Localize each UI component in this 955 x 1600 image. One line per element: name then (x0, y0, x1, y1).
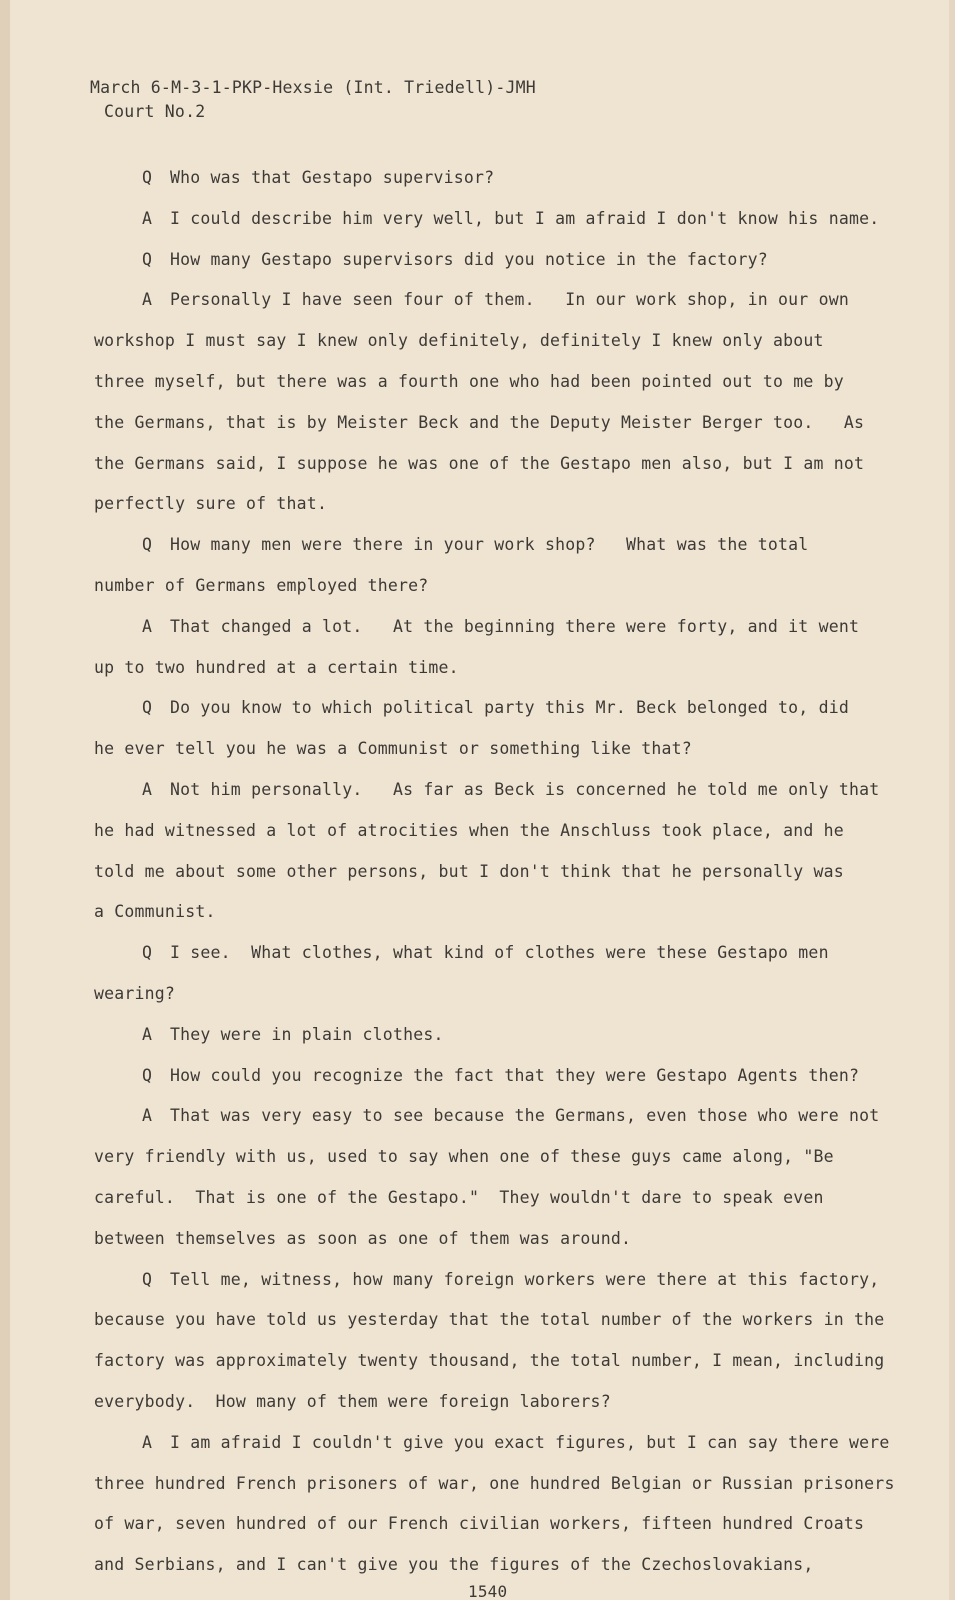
paragraph-line (94, 852, 914, 893)
line-text: Not him personally. As far as Beck is concerned he told me only that (170, 779, 880, 799)
question-marker: Q (142, 943, 153, 963)
line-text: That was very easy to see because the Germans, even those who were not (170, 1106, 880, 1126)
line-text: Who was that Gestapo supervisor? (170, 168, 495, 187)
paragraph-line (94, 1464, 914, 1505)
paragraph-first-line (94, 525, 914, 566)
paragraph-first-line (94, 280, 914, 321)
question-marker: Q (142, 1065, 153, 1085)
line-text: three myself, but there was a fourth one who had been pointed out to me by (94, 371, 844, 391)
line-text: Tell me, witness, how many foreign workers were there at this factory, (170, 1269, 880, 1289)
line-text: How many Gestapo supervisors did you notice in the factory? (170, 249, 768, 269)
line-text: That changed a lot. At the beginning there were forty, and it went (170, 616, 860, 636)
paragraph-line (94, 729, 914, 770)
line-text: factory was approximately twenty thousand, the total number, I mean, including (94, 1351, 885, 1371)
paragraph-first-line (94, 770, 914, 811)
paragraph-line (94, 1137, 914, 1178)
paragraph-line (94, 974, 914, 1015)
paragraph-line (94, 1341, 914, 1382)
paragraph-first-line (94, 1423, 914, 1464)
line-text: he had witnessed a lot of atrocities when the Anschluss took place, and he (94, 820, 844, 840)
line-text: Do you know to which political party this Mr. Beck belonged to, did (170, 698, 849, 718)
document-header (90, 76, 536, 124)
line-text: because you have told us yesterday that the total number of the workers in the (94, 1310, 885, 1330)
paragraph-line (94, 1178, 914, 1219)
line-text: Personally I have seen four of them. In our work shop, in our own (170, 290, 849, 310)
question-marker: Q (142, 698, 153, 718)
paragraph-line (94, 1300, 914, 1341)
paragraph-first-line (94, 240, 914, 281)
question-marker: Q (142, 535, 153, 555)
line-text: between themselves as soon as one of them was around. (94, 1228, 632, 1248)
paragraph-line (94, 1219, 914, 1260)
paragraph-line (94, 321, 914, 362)
header-court: Court No.2 (104, 102, 206, 121)
line-text: up to two hundred at a certain time. (94, 657, 459, 677)
question-marker: Q (142, 168, 153, 187)
paragraph-first-line (94, 158, 914, 199)
paragraph-first-line (94, 1096, 914, 1137)
line-text: wearing? (94, 983, 176, 1003)
line-text: careful. That is one of the Gestapo." They wouldn't dare to speak even (94, 1187, 824, 1207)
line-text: I see. What clothes, what kind of clothes were these Gestapo men (170, 943, 829, 963)
line-text: everybody. How many of them were foreign laborers? (94, 1391, 611, 1411)
line-text: perfectly sure of that. (94, 494, 328, 514)
line-text: number of Germans employed there? (94, 575, 429, 595)
line-text: workshop I must say I knew only definitely, definitely I knew only about (94, 331, 824, 351)
answer-marker: A (142, 290, 153, 310)
paragraph-first-line (94, 199, 914, 240)
line-text: of war, seven hundred of our French civilian workers, fifteen hundred Croats (94, 1514, 865, 1534)
paragraph-first-line (94, 933, 914, 974)
question-marker: Q (142, 249, 153, 269)
paragraph-line (94, 1545, 914, 1586)
line-text: told me about some other persons, but I don't think that he personally was (94, 861, 844, 881)
paragraph-first-line (94, 688, 914, 729)
paragraph-line (94, 444, 914, 485)
paragraph-line (94, 362, 914, 403)
line-text: the Germans, that is by Meister Beck and the Deputy Meister Berger too. As (94, 412, 865, 432)
paragraph-first-line (94, 1015, 914, 1056)
header-reference: March 6-M-3-1-PKP-Hexsie (Int. Triedell)-JMH (90, 78, 536, 97)
paragraph-line (94, 484, 914, 525)
line-text: I could describe him very well, but I am afraid I don't know his name. (170, 208, 880, 228)
paragraph-line (94, 648, 914, 689)
answer-marker: A (142, 779, 153, 799)
paragraph-line (94, 566, 914, 607)
line-text: I am afraid I couldn't give you exact figures, but I can say there were (170, 1432, 890, 1452)
transcript-body (94, 158, 914, 1586)
line-text: How many men were there in your work shop? What was the total (170, 535, 809, 555)
line-text: How could you recognize the fact that they were Gestapo Agents then? (170, 1065, 860, 1085)
line-text: the Germans said, I suppose he was one of the Gestapo men also, but I am not (94, 453, 865, 473)
paragraph-line (94, 1382, 914, 1423)
paragraph-first-line (94, 1260, 914, 1301)
line-text: he ever tell you he was a Communist or something like that? (94, 739, 692, 759)
answer-marker: A (142, 1432, 153, 1452)
answer-marker: A (142, 1024, 153, 1044)
line-text: very friendly with us, used to say when one of these guys came along, "Be (94, 1147, 834, 1167)
answer-marker: A (142, 1106, 153, 1126)
line-text: They were in plain clothes. (170, 1024, 444, 1044)
paragraph-first-line (94, 1056, 914, 1097)
paragraph-line (94, 403, 914, 444)
line-text: three hundred French prisoners of war, one hundred Belgian or Russian prisoners (94, 1473, 895, 1493)
page-number: 1540 (468, 1582, 508, 1600)
paragraph-line (94, 892, 914, 933)
paragraph-line (94, 1504, 914, 1545)
answer-marker: A (142, 616, 153, 636)
paragraph-line (94, 811, 914, 852)
line-text: and Serbians, and I can't give you the figures of the Czechoslovakians, (94, 1555, 814, 1575)
paragraph-first-line (94, 607, 914, 648)
answer-marker: A (142, 208, 153, 228)
question-marker: Q (142, 1269, 153, 1289)
line-text: a Communist. (94, 902, 216, 922)
